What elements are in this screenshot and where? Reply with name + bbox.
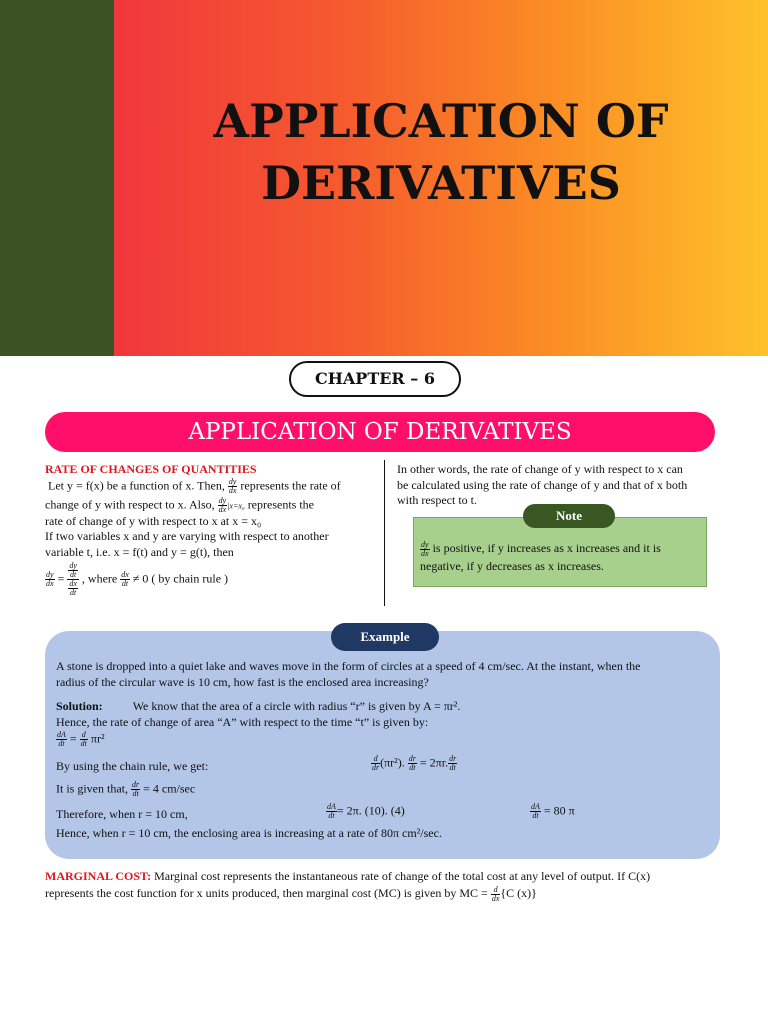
column-divider xyxy=(384,460,385,606)
marginal-cost-label: MARGINAL COST: xyxy=(45,869,152,883)
para-line: be calculated using the rate of change of y and that of x both xyxy=(397,477,688,492)
note-label: Note xyxy=(523,504,615,528)
solution-line: Hence, the rate of change of area “A” with respect to the time “t” is given by: xyxy=(56,715,429,729)
fraction-dy-dx: $\frac{dy}{dx}$ xyxy=(228,476,237,495)
solution-expression: $\frac{dA}{dt}$ = 2π. (10). (4) xyxy=(327,802,405,820)
example-question-line: radius of the circular wave is 10 cm, how fast is the enclosed area increasing? xyxy=(56,675,429,689)
fraction-dx-dt: $\frac{dx}{dt}$ xyxy=(121,570,129,588)
note-text: $\frac{dy}{dx}$ is positive, if y increases as x increases and it is negative, if y decreases as x increases. xyxy=(420,539,661,573)
para-line: rate of change of y with respect to x at x = x₀ xyxy=(45,513,262,528)
banner-title-line-1: APPLICATION OF xyxy=(213,94,669,148)
banner-title-line-2: DERIVATIVES xyxy=(261,156,621,210)
fraction-dy-dx: $\frac{dy}{dx}$ xyxy=(421,539,429,558)
para-line: If two variables x and y are varying with respect to another xyxy=(45,529,329,543)
chapter-label: CHAPTER – 6 xyxy=(289,361,461,397)
para-line: In other words, the rate of change of y with respect to x can xyxy=(397,462,683,476)
example-question-line: A stone is dropped into a quiet lake and waves move in the form of circles at a speed of 4 cm/sec. At the instant, when the xyxy=(56,659,641,673)
chain-rule-line: $\frac{dy}{dx}$ = $\frac{\frac{dy}{dt}}{\frac{dx}{dt}}$ , where $\frac{dx}{dt}$ ≠ 0 ( by chain rule ) xyxy=(46,561,229,597)
left-column xyxy=(45,462,375,597)
solution-line: It is given that, $\frac{dr}{dt}$ = 4 cm/sec xyxy=(56,780,196,798)
green-side-bar xyxy=(0,0,114,356)
solution-line: Solution: We know that the area of a circle with radius “r” is given by A = πr². xyxy=(56,699,461,713)
topic-heading: APPLICATION OF DERIVATIVES xyxy=(45,412,715,452)
para-line: variable t, i.e. x = f(t) and y = g(t), then xyxy=(45,544,234,559)
solution-line: Hence, when r = 10 cm, the enclosing area is increasing at a rate of 80π cm²/sec. xyxy=(56,826,442,840)
example-label: Example xyxy=(331,623,439,651)
solution-result: $\frac{dA}{dt}$ = 80 π xyxy=(531,802,575,820)
section-heading: RATE OF CHANGES OF QUANTITIES xyxy=(45,462,257,476)
solution-line: $\frac{dA}{dt}$ = $\frac{d}{dt}$ πr² xyxy=(57,730,105,748)
chain-rule-expression: $\frac{d}{dr}$ (πr²). $\frac{dr}{dt}$ = 2πr. $\frac{dr}{dt}$ xyxy=(372,754,457,772)
para-line: change of y with respect to x. Also, $\frac{dy}{dx}$ |x=x₀ represents the xyxy=(45,495,314,514)
solution-line: By using the chain rule, we get: xyxy=(56,759,209,773)
solution-line: Therefore, when r = 10 cm, xyxy=(56,807,188,821)
para-line: Let y = f(x) be a function of x. Then, $\frac{dy}{dx}$ represents the rate of xyxy=(48,476,341,495)
right-column xyxy=(397,462,727,509)
fraction-dy-dx: $\frac{dy}{dx}$ xyxy=(46,570,54,588)
banner-title xyxy=(114,90,768,214)
fraction-dy-dx: $\frac{dy}{dx}$ xyxy=(218,495,227,514)
marginal-cost-paragraph: MARGINAL COST: Marginal cost represents the instantaneous rate of change of the total cost at any level of output. If C(x) represents the cost function for x units produced, then marginal cost (MC) is given by MC = $\frac{d}{dx}$ {C (x)} xyxy=(45,869,651,903)
para-line: with respect to t. xyxy=(397,493,477,507)
fraction-compound: $\frac{\frac{dy}{dt}}{\frac{dx}{dt}}$ xyxy=(69,561,77,597)
